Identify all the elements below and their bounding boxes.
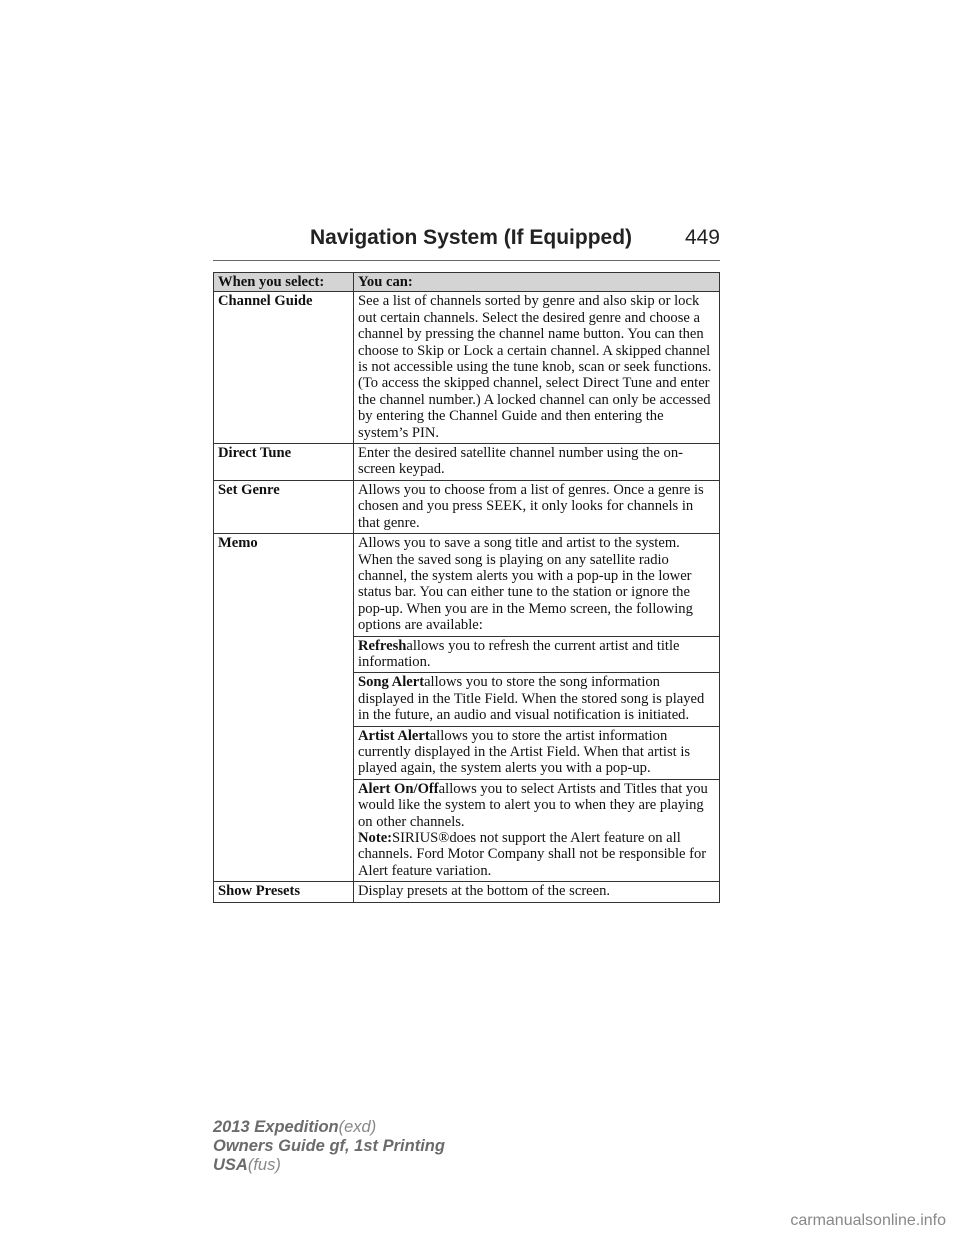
footer-line-1 <box>213 1118 445 1137</box>
sub-song-alert <box>354 673 720 726</box>
term-direct-tune: Direct Tune <box>214 444 354 481</box>
page-number: 449 <box>684 226 720 249</box>
note-line <box>358 830 715 879</box>
note-text: SIRIUS®does not support the Alert feature on all channels. Ford Motor Company shall not be responsible for Alert feature variation. <box>358 830 707 879</box>
sub-desc-alert-onoff: allows you to select Artists and Titles that you would like the system to alert you to when they are playing on other channels. <box>358 780 708 830</box>
footer-market-code: (fus) <box>247 1156 281 1174</box>
page-header <box>213 226 720 261</box>
section-title: Navigation System (If Equipped) <box>310 226 633 249</box>
footer-line-3 <box>213 1156 445 1175</box>
desc-show-presets: Display presets at the bottom of the screen. <box>354 882 720 902</box>
sub-term-alert-onoff: Alert On/Off <box>358 780 439 797</box>
sub-term-artist-alert: Artist Alert <box>358 727 430 744</box>
sub-term-refresh: Refresh <box>358 637 407 654</box>
table-header-row <box>214 273 720 292</box>
table-row <box>214 292 720 444</box>
term-set-genre: Set Genre <box>214 480 354 533</box>
sub-desc-refresh: allows you to refresh the current artist and title information. <box>358 637 680 670</box>
column-header-can: You can: <box>354 273 720 292</box>
term-channel-guide: Channel Guide <box>214 292 354 444</box>
desc-channel-guide: See a list of channels sorted by genre and also skip or lock out certain channels. Select the desired genre and choose a channel by pressing the channel name button. You can then choose to Skip or Lock a certain channel. A skipped channel is not accessible using the tune knob, scan or seek functions. (To access the skipped channel, select Direct Tune and enter the channel number.) A locked channel can only be accessed by entering the Channel Guide and then entering the system’s PIN. <box>354 292 720 444</box>
sub-term-song-alert: Song Alert <box>358 674 425 691</box>
table-row <box>214 480 720 533</box>
footer-line-2: Owners Guide gf, 1st Printing <box>213 1137 445 1155</box>
options-table <box>213 272 720 903</box>
desc-set-genre: Allows you to choose from a list of genres. Once a genre is chosen and you press SEEK, it only looks for channels in that genre. <box>354 480 720 533</box>
table-row <box>214 882 720 902</box>
footer-market: USA <box>213 1156 248 1174</box>
table-row <box>214 534 720 636</box>
footer-model-code: (exd) <box>338 1118 377 1136</box>
watermark: carmanualsonline.info <box>790 1212 946 1229</box>
desc-memo: Allows you to save a song title and artist to the system. When the saved song is playing on any satellite radio channel, the system alerts you with a pop-up in the lower status bar. You can either tune to the station or ignore the pop-up. When you are in the Memo screen, the following options are available: <box>354 534 720 636</box>
sub-alert-onoff <box>354 779 720 881</box>
sub-desc-song-alert: allows you to store the song information displayed in the Title Field. When the stored song is played in the future, an audio and visual notification is initiated. <box>358 674 705 724</box>
document-footer <box>213 1118 445 1175</box>
footer-model: 2013 Expedition <box>213 1118 339 1136</box>
sub-desc-artist-alert: allows you to store the artist information currently displayed in the Artist Field. When that artist is played again, the system alerts you with a pop-up. <box>358 727 691 777</box>
desc-direct-tune: Enter the desired satellite channel number using the on-screen keypad. <box>354 444 720 481</box>
term-memo: Memo <box>214 534 354 882</box>
table-row <box>214 444 720 481</box>
sub-artist-alert <box>354 726 720 779</box>
sub-refresh <box>354 636 720 673</box>
column-header-select: When you select: <box>214 273 354 292</box>
term-show-presets: Show Presets <box>214 882 354 902</box>
note-label: Note: <box>358 830 393 846</box>
